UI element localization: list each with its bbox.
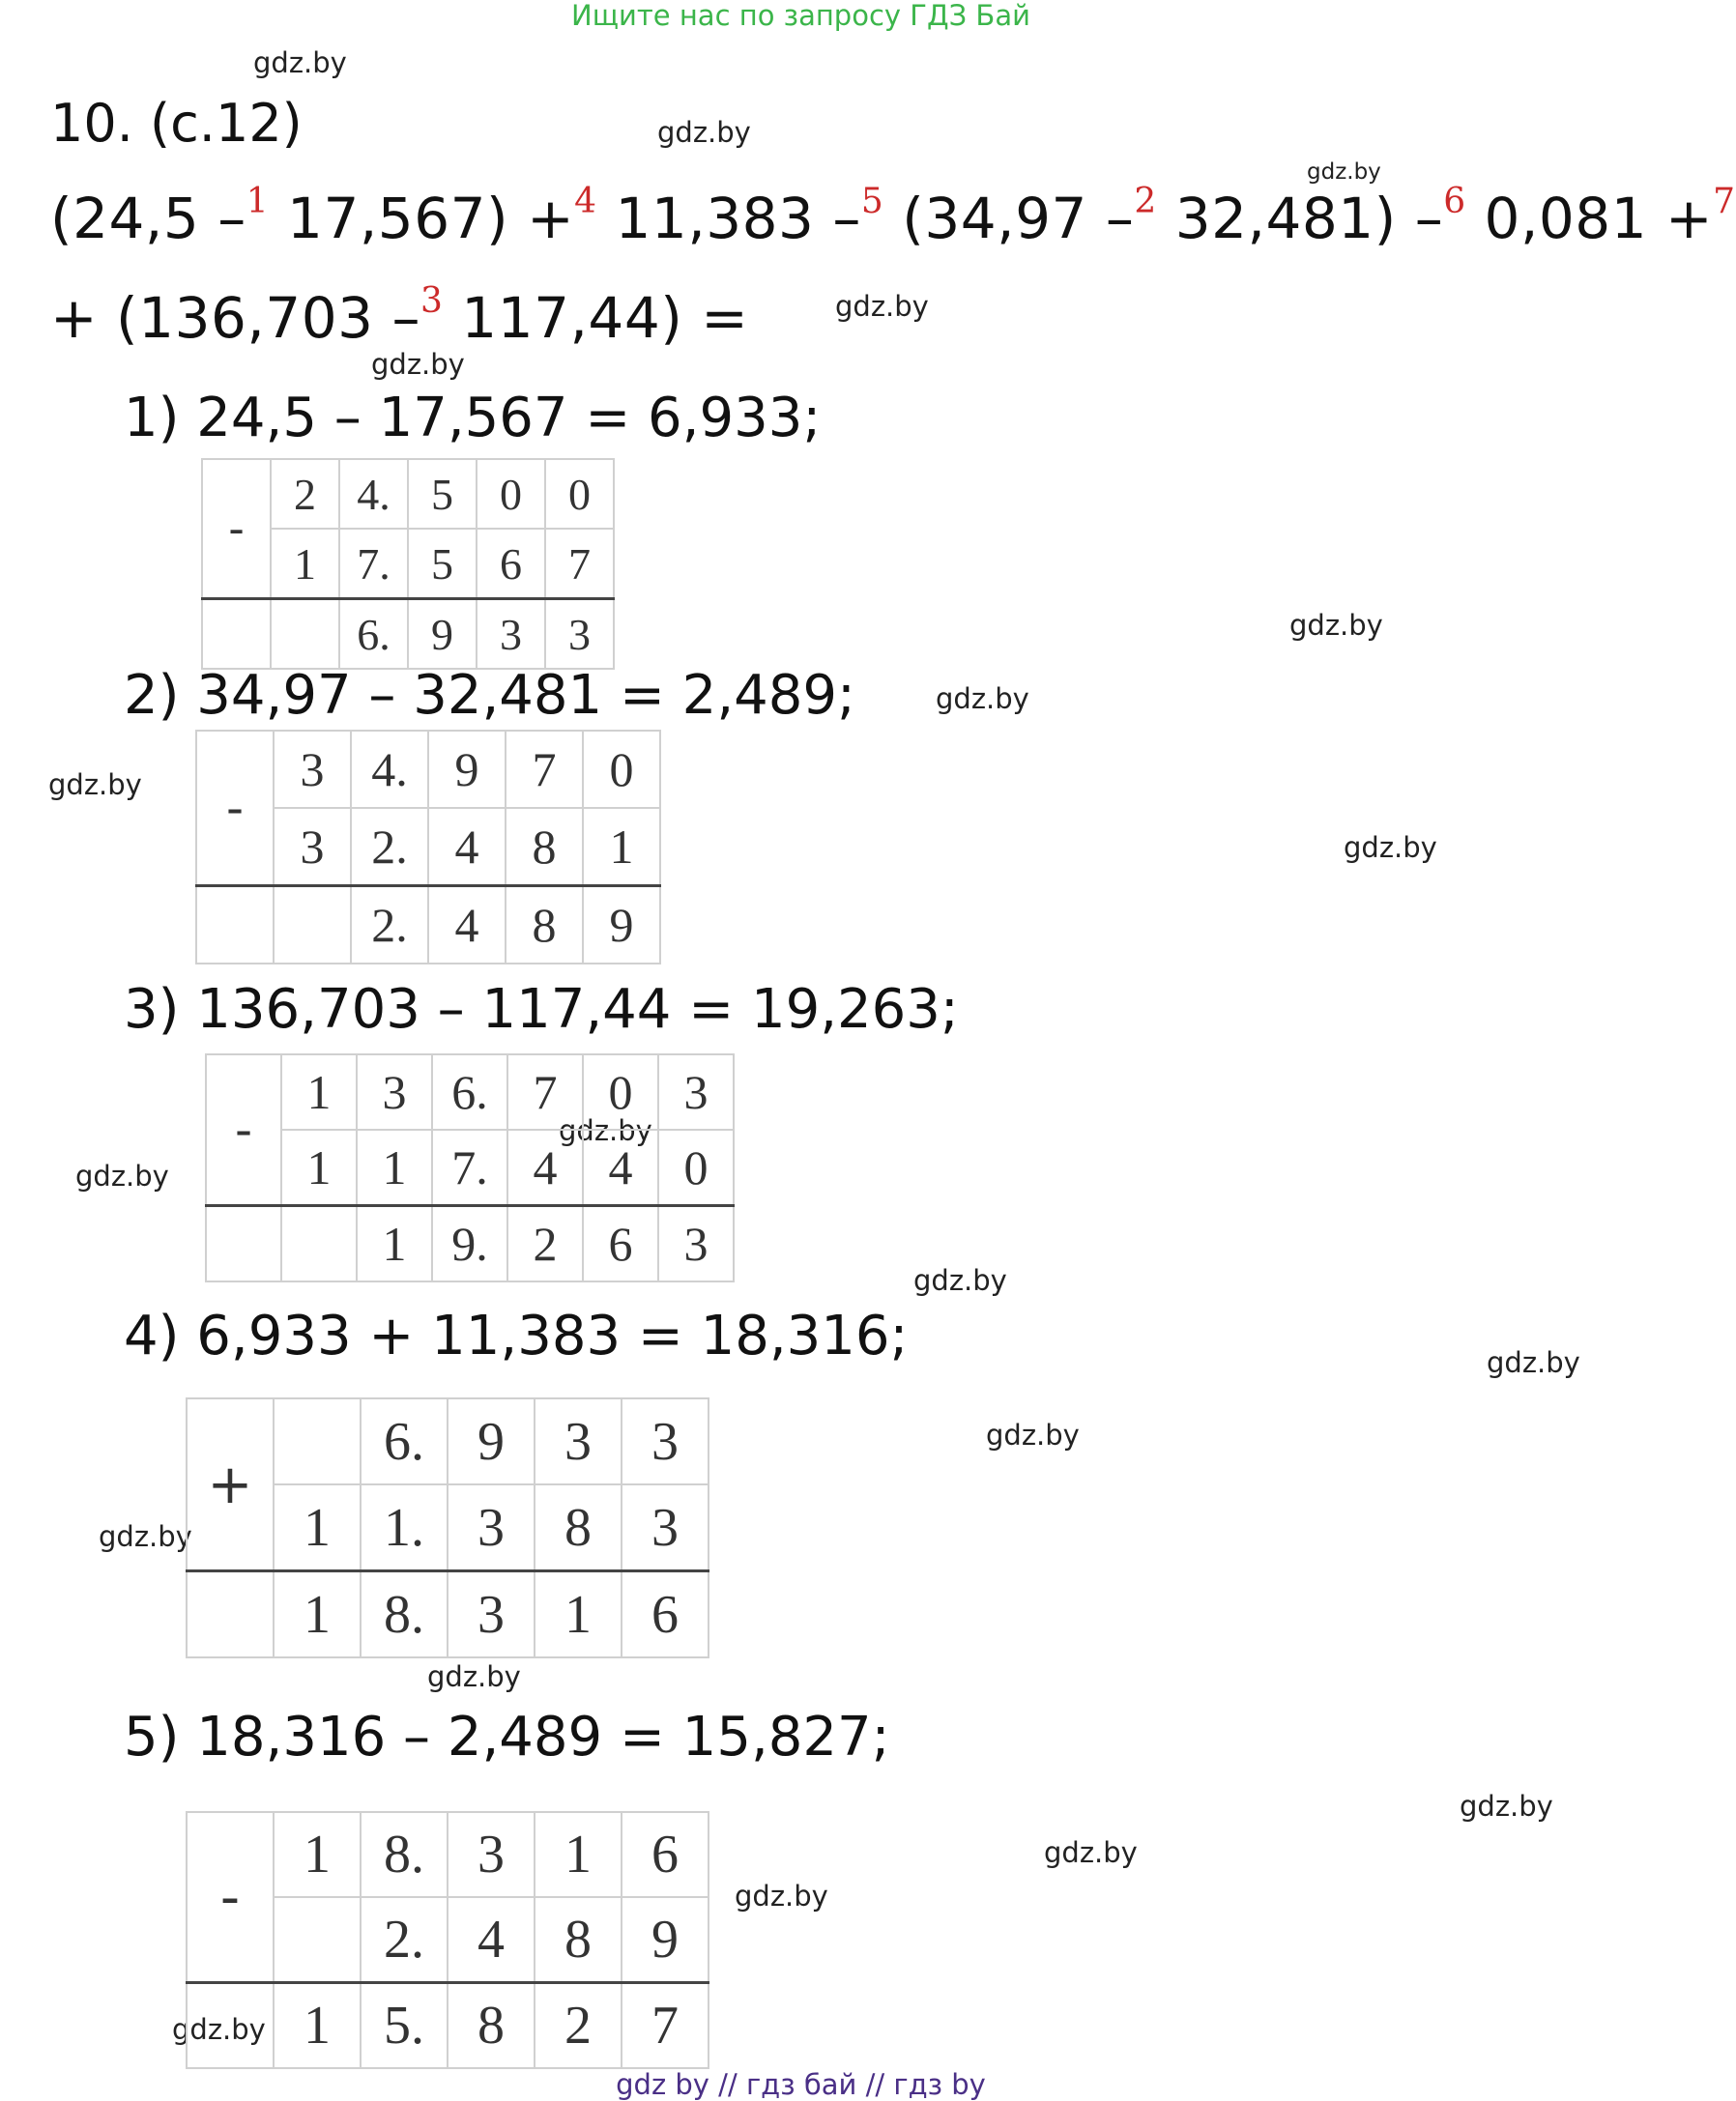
watermark: gdz.by bbox=[1289, 609, 1383, 642]
digit-cell: 4 bbox=[428, 808, 506, 886]
watermark: gdz.by bbox=[48, 768, 142, 801]
digit-cell: 1. bbox=[361, 1484, 448, 1571]
watermark: gdz.by bbox=[371, 348, 465, 381]
digit-cell: 6 bbox=[622, 1812, 709, 1897]
minus-sign: - bbox=[196, 731, 274, 886]
digit-cell bbox=[281, 1206, 357, 1282]
step-4-equation bbox=[124, 1305, 908, 1367]
digit-cell: 4 bbox=[507, 1130, 583, 1206]
digit-cell: 1 bbox=[274, 1983, 361, 2069]
watermark: gdz.by bbox=[427, 1660, 521, 1693]
digit-cell bbox=[274, 1897, 361, 1983]
digit-cell: 9. bbox=[432, 1206, 507, 1282]
digit-cell: 8 bbox=[448, 1983, 535, 2069]
digit-cell: 1 bbox=[274, 1484, 361, 1571]
column-subtraction-1 bbox=[201, 458, 615, 670]
expr-term: 11,383 – bbox=[596, 186, 861, 251]
step-label: 3) bbox=[124, 978, 180, 1041]
digit-cell: 4. bbox=[351, 731, 428, 808]
digit-cell: 4 bbox=[448, 1897, 535, 1983]
step-equation-text: 6,933 + 11,383 = 18,316; bbox=[196, 1305, 909, 1367]
digit-cell: 7. bbox=[432, 1130, 507, 1206]
digit-cell: 6. bbox=[339, 599, 408, 670]
digit-cell: 7. bbox=[339, 529, 408, 599]
digit-cell: 1 bbox=[535, 1812, 622, 1897]
digit-cell: 7 bbox=[545, 529, 614, 599]
empty-cell bbox=[187, 1571, 274, 1658]
digit-cell: 3 bbox=[477, 599, 545, 670]
watermark: gdz.by bbox=[1460, 1790, 1553, 1823]
digit-cell: 1 bbox=[357, 1130, 432, 1206]
digit-cell: 2. bbox=[351, 808, 428, 886]
watermark: gdz.by bbox=[253, 46, 347, 79]
digit-cell: 3 bbox=[357, 1054, 432, 1130]
operand-row bbox=[202, 459, 614, 529]
step-label: 1) bbox=[124, 387, 180, 449]
step-1-equation bbox=[124, 387, 821, 449]
watermark: gdz.by bbox=[1487, 1346, 1580, 1379]
operation-order: 5 bbox=[860, 182, 884, 221]
step-equation-text: 18,316 – 2,489 = 15,827; bbox=[196, 1706, 890, 1769]
digit-cell: 3 bbox=[448, 1812, 535, 1897]
minus-sign: - bbox=[202, 459, 271, 599]
result-row bbox=[202, 599, 614, 670]
expr-term: 0,081 + bbox=[1465, 186, 1714, 251]
expr-term: (34,97 – bbox=[883, 186, 1135, 251]
digit-cell: 3 bbox=[622, 1398, 709, 1484]
digit-cell: 3 bbox=[545, 599, 614, 670]
column-subtraction-5 bbox=[186, 1811, 709, 2069]
digit-cell: 8 bbox=[506, 886, 583, 964]
result-row bbox=[206, 1206, 734, 1282]
result-row bbox=[196, 886, 660, 964]
digit-cell: 1 bbox=[535, 1571, 622, 1658]
step-2-equation bbox=[124, 664, 855, 727]
column-addition-4 bbox=[186, 1397, 709, 1658]
digit-cell: 9 bbox=[583, 886, 660, 964]
digit-cell: 1 bbox=[357, 1206, 432, 1282]
result-row bbox=[187, 1571, 709, 1658]
digit-cell: 0 bbox=[477, 459, 545, 529]
operand-row bbox=[187, 1812, 709, 1897]
digit-cell: 6. bbox=[361, 1398, 448, 1484]
digit-cell: 2 bbox=[535, 1983, 622, 2069]
watermark: gdz.by bbox=[657, 116, 751, 149]
digit-cell: 1 bbox=[274, 1812, 361, 1897]
digit-cell: 2 bbox=[271, 459, 339, 529]
digit-cell: 6 bbox=[477, 529, 545, 599]
digit-cell: 0 bbox=[583, 731, 660, 808]
digit-cell: 8. bbox=[361, 1571, 448, 1658]
digit-cell: 7 bbox=[506, 731, 583, 808]
digit-cell: 1 bbox=[281, 1054, 357, 1130]
digit-cell: 9 bbox=[622, 1897, 709, 1983]
column-subtraction-3 bbox=[205, 1053, 735, 1282]
search-banner[interactable]: Ищите нас по запросу ГДЗ Бай bbox=[571, 0, 1030, 32]
operand-row bbox=[196, 731, 660, 808]
operand-row bbox=[206, 1054, 734, 1130]
watermark: gdz.by bbox=[75, 1160, 169, 1193]
digit-cell: 3 bbox=[658, 1054, 734, 1130]
digit-cell bbox=[274, 886, 351, 964]
empty-cell bbox=[206, 1206, 281, 1282]
digit-cell: 5 bbox=[408, 529, 477, 599]
step-label: 5) bbox=[124, 1706, 180, 1769]
operation-order: 3 bbox=[420, 281, 444, 321]
operation-order: 4 bbox=[574, 182, 597, 221]
digit-cell: 0 bbox=[545, 459, 614, 529]
digit-cell: 3 bbox=[448, 1571, 535, 1658]
digit-cell: 9 bbox=[428, 731, 506, 808]
empty-cell bbox=[196, 886, 274, 964]
footer-links[interactable]: gdz by // гдз бай // гдз by bbox=[616, 2068, 986, 2101]
digit-cell: 8 bbox=[535, 1897, 622, 1983]
operation-order: 7 bbox=[1713, 182, 1736, 221]
minus-sign: - bbox=[187, 1812, 274, 1983]
digit-cell: 8 bbox=[506, 808, 583, 886]
digit-cell bbox=[271, 599, 339, 670]
watermark: gdz.by bbox=[99, 1520, 192, 1553]
digit-cell: 1 bbox=[281, 1130, 357, 1206]
operation-order: 6 bbox=[1443, 182, 1466, 221]
plus-sign: + bbox=[187, 1398, 274, 1571]
digit-cell: 6 bbox=[583, 1206, 658, 1282]
digit-cell: 0 bbox=[658, 1130, 734, 1206]
digit-cell: 9 bbox=[448, 1398, 535, 1484]
digit-cell: 5 bbox=[408, 459, 477, 529]
digit-cell: 7 bbox=[622, 1983, 709, 2069]
expr-term: 32,481) – bbox=[1156, 186, 1444, 251]
operand-row bbox=[206, 1130, 734, 1206]
digit-cell: 7 bbox=[507, 1054, 583, 1130]
digit-cell: 3 bbox=[658, 1206, 734, 1282]
watermark: gdz.by bbox=[986, 1419, 1080, 1452]
digit-cell: 3 bbox=[274, 731, 351, 808]
expr-term: 17,567) + bbox=[269, 186, 575, 251]
digit-cell: 5. bbox=[361, 1983, 448, 2069]
digit-cell: 1 bbox=[271, 529, 339, 599]
digit-cell: 6. bbox=[432, 1054, 507, 1130]
empty-cell bbox=[187, 1983, 274, 2069]
empty-cell bbox=[202, 599, 271, 670]
digit-cell: 1 bbox=[583, 808, 660, 886]
digit-cell: 3 bbox=[448, 1484, 535, 1571]
digit-cell: 1 bbox=[274, 1571, 361, 1658]
digit-cell: 8 bbox=[535, 1484, 622, 1571]
digit-cell: 0 bbox=[583, 1054, 658, 1130]
step-equation-text: 24,5 – 17,567 = 6,933; bbox=[196, 387, 822, 449]
digit-cell bbox=[274, 1398, 361, 1484]
operation-order: 1 bbox=[246, 182, 270, 221]
column-subtraction-2 bbox=[195, 730, 661, 964]
step-5-equation bbox=[124, 1706, 890, 1769]
digit-cell: 4 bbox=[583, 1130, 658, 1206]
digit-cell: 3 bbox=[535, 1398, 622, 1484]
operand-row bbox=[187, 1398, 709, 1484]
watermark: gdz.by bbox=[559, 1114, 652, 1147]
step-3-equation bbox=[124, 978, 959, 1041]
watermark: gdz.by bbox=[913, 1264, 1007, 1297]
digit-cell: 6 bbox=[622, 1571, 709, 1658]
expr-term: + (136,703 – bbox=[50, 285, 420, 351]
watermark: gdz.by bbox=[936, 682, 1029, 715]
watermark: gdz.by bbox=[172, 2013, 266, 2046]
watermark: gdz.by bbox=[1344, 831, 1437, 864]
operation-order: 2 bbox=[1134, 182, 1157, 221]
watermark: gdz.by bbox=[835, 290, 929, 323]
minus-sign: - bbox=[206, 1054, 281, 1206]
watermark: gdz.by bbox=[1307, 159, 1381, 185]
watermark: gdz.by bbox=[735, 1880, 828, 1913]
digit-cell: 4. bbox=[339, 459, 408, 529]
step-label: 4) bbox=[124, 1305, 180, 1367]
step-equation-text: 34,97 – 32,481 = 2,489; bbox=[196, 664, 855, 727]
digit-cell: 9 bbox=[408, 599, 477, 670]
digit-cell: 2. bbox=[361, 1897, 448, 1983]
watermark: gdz.by bbox=[1044, 1836, 1138, 1869]
expr-term: (24,5 – bbox=[50, 186, 246, 251]
expr-term: 117,44) = bbox=[443, 285, 749, 351]
expression-line-1 bbox=[50, 182, 1736, 251]
expression-line-2 bbox=[50, 281, 749, 351]
digit-cell: 2. bbox=[351, 886, 428, 964]
digit-cell: 8. bbox=[361, 1812, 448, 1897]
result-row bbox=[187, 1983, 709, 2069]
step-label: 2) bbox=[124, 664, 180, 727]
exercise-title: 10. (с.12) bbox=[50, 93, 303, 154]
digit-cell: 2 bbox=[507, 1206, 583, 1282]
step-equation-text: 136,703 – 117,44 = 19,263; bbox=[196, 978, 959, 1041]
digit-cell: 4 bbox=[428, 886, 506, 964]
digit-cell: 3 bbox=[622, 1484, 709, 1571]
digit-cell: 3 bbox=[274, 808, 351, 886]
